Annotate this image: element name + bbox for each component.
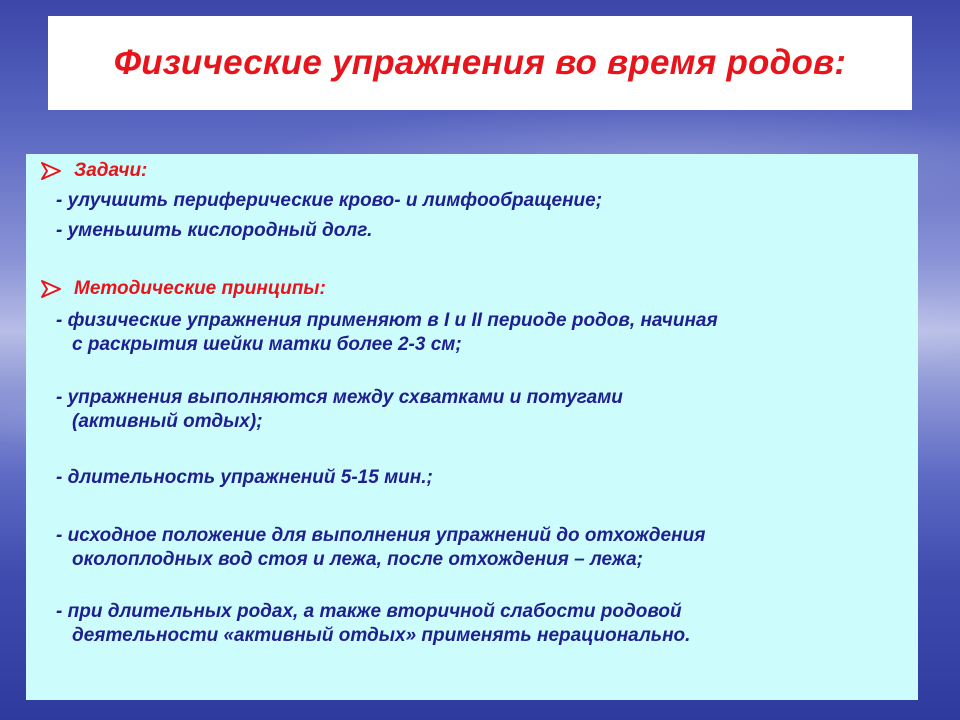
- list-item-line1: - исходное положение для выполнения упражнений до отхождения: [56, 525, 706, 546]
- section-heading-label: Задачи:: [74, 160, 148, 181]
- content-box: [26, 154, 918, 700]
- list-item: [56, 189, 906, 213]
- list-item-line1: - при длительных родах, а также вторичной слабости родовой: [56, 601, 682, 622]
- list-item-line2: (активный отдых);: [72, 411, 263, 432]
- list-item: [56, 524, 906, 572]
- list-item-text: - уменьшить кислородный долг.: [56, 220, 373, 241]
- list-item: [56, 219, 906, 243]
- section-heading-principles: [40, 278, 326, 300]
- list-item-line1: - длительность упражнений 5-15 мин.;: [56, 467, 433, 488]
- list-item: [56, 600, 906, 648]
- list-item-text: - улучшить периферические крово- и лимфообращение;: [56, 190, 603, 211]
- section-heading-tasks: [40, 160, 147, 182]
- list-item: [56, 309, 906, 357]
- section-heading-label: Методические принципы:: [74, 278, 326, 299]
- slide-title: Физические упражнения во время родов:: [113, 43, 847, 82]
- list-item-line1: - упражнения выполняются между схватками и потугами: [56, 387, 623, 408]
- list-item-line1: - физические упражнения применяют в I и II периоде родов, начиная: [56, 310, 718, 331]
- list-item-line2: околоплодных вод стоя и лежа, после отхождения – лежа;: [72, 549, 643, 570]
- title-box: [48, 16, 912, 110]
- list-item: [56, 466, 906, 490]
- list-item: [56, 386, 906, 434]
- list-item-line2: с раскрытия шейки матки более 2-3 см;: [72, 334, 462, 355]
- list-item-line2: деятельности «активный отдых» применять нерационально.: [72, 625, 691, 646]
- arrow-bullet-icon: [40, 161, 62, 181]
- arrow-bullet-icon: [40, 279, 62, 299]
